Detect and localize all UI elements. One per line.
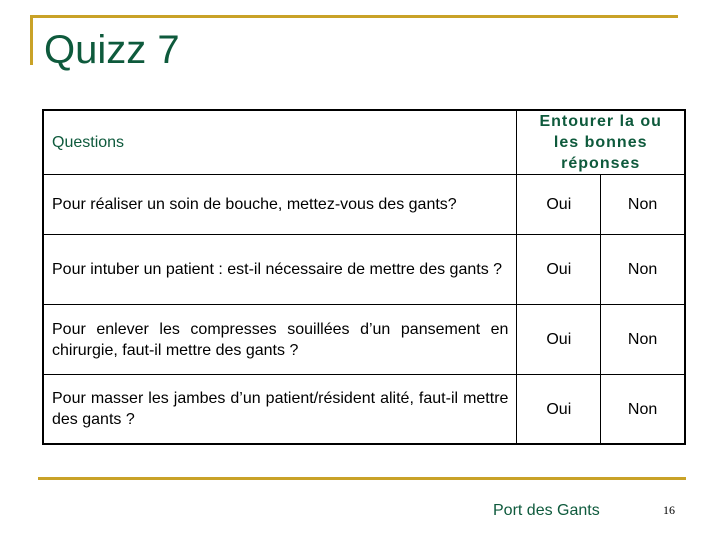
table-row bbox=[43, 375, 685, 445]
table-row bbox=[43, 235, 685, 305]
answer-no[interactable]: Non bbox=[601, 305, 685, 375]
answer-no[interactable]: Non bbox=[601, 175, 685, 235]
table-row bbox=[43, 175, 685, 235]
question-cell: Pour masser les jambes d’un patient/résident alité, faut-il mettre des gants ? bbox=[43, 375, 517, 445]
question-cell: Pour intuber un patient : est-il nécessaire de mettre des gants ? bbox=[43, 235, 517, 305]
top-divider-line bbox=[30, 15, 678, 18]
header-answers: Entourer la ou les bonnes réponses bbox=[517, 110, 685, 175]
header-questions: Questions bbox=[43, 110, 517, 175]
page-number: 16 bbox=[663, 503, 675, 517]
question-cell: Pour réaliser un soin de bouche, mettez-vous des gants? bbox=[43, 175, 517, 235]
answer-yes[interactable]: Oui bbox=[517, 375, 601, 445]
answer-no[interactable]: Non bbox=[601, 375, 685, 445]
answer-yes[interactable]: Oui bbox=[517, 175, 601, 235]
bottom-divider-line bbox=[38, 477, 686, 480]
answer-no[interactable]: Non bbox=[601, 235, 685, 305]
slide-title: Quizz 7 bbox=[44, 28, 180, 72]
footer-text: Port des Gants bbox=[493, 502, 600, 519]
quiz-table bbox=[42, 109, 686, 445]
left-divider-line bbox=[30, 15, 33, 65]
answer-yes[interactable]: Oui bbox=[517, 235, 601, 305]
answer-yes[interactable]: Oui bbox=[517, 305, 601, 375]
table-row bbox=[43, 305, 685, 375]
table-header-row bbox=[43, 110, 685, 175]
question-cell: Pour enlever les compresses souillées d’un pansement en chirurgie, faut-il mettre des gants ? bbox=[43, 305, 517, 375]
